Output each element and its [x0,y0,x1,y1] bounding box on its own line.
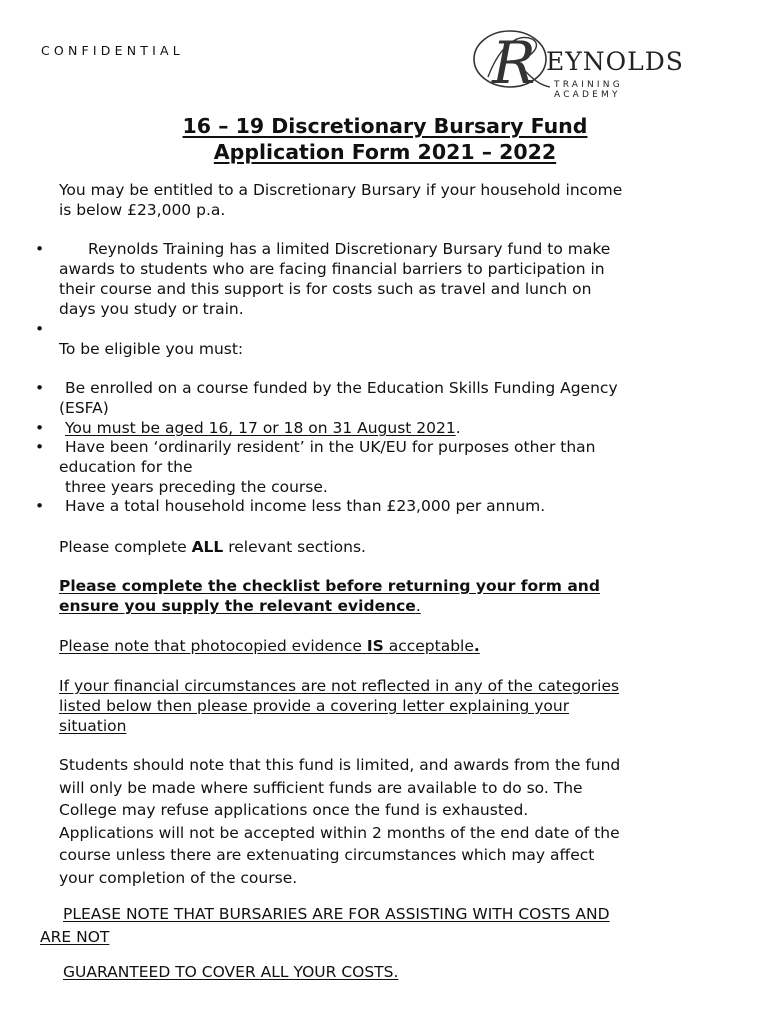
logo-text: EYNOLDS [546,47,684,76]
bullet-icon: • [35,320,45,338]
criterion-age: You must be aged 16, 17 or 18 on 31 August 2021. [65,419,461,437]
bullet-icon: • [35,379,45,397]
notice-line2: ARE NOT [40,928,110,946]
notice-line1: PLEASE NOTE THAT BURSARIES ARE FOR ASSISTING WITH COSTS AND [63,905,610,923]
notice-line3: GUARANTEED TO COVER ALL YOUR COSTS. [63,963,399,981]
bullet-icon: • [35,438,45,456]
fund-paragraph: Reynolds Training has a limited Discretionary Bursary fund to make awards to students who are facing financial barriers to participation in their course and this support is for costs such as travel and lunch on days you study or train. [59,240,611,318]
eligible-heading: To be eligible you must: [59,340,244,358]
bullet-icon: • [35,419,45,437]
logo-subtitle: TRAINING ACADEMY [554,80,623,100]
form-title-line1: 16 – 19 Discretionary Bursary Fund [182,114,588,138]
form-title-line2: Application Form 2021 – 2022 [213,140,557,164]
students-paragraph: Students should note that this fund is limited, and awards from the fund will only be made where sufficient funds are available to do so. The College may refuse applications once the fund is exhausted. Applications will not be accepted within 2 months of the end date of the course unless there are extenuating circumstances which may affect your completion of the course. [59,756,621,887]
logo-mark: R [492,29,536,97]
bullet-icon: • [35,497,45,515]
complete-all-note: Please complete ALL relevant sections. [59,538,366,556]
reynolds-logo [470,25,695,100]
criterion-residence: Have been ‘ordinarily resident’ in the UK/EU for purposes other than education for the three years preceding the course. [59,438,596,496]
criterion-course: Be enrolled on a course funded by the Education Skills Funding Agency (ESFA) [59,379,618,417]
criterion-income: Have a total household income less than £23,000 per annum. [65,497,546,515]
circumstances-note: If your financial circumstances are not reflected in any of the categories listed below then please provide a covering letter explaining your situation [59,677,620,735]
intro-paragraph: You may be entitled to a Discretionary Bursary if your household income is below £23,000 p.a. [59,181,623,219]
photocopy-note: Please note that photocopied evidence IS acceptable. [59,637,480,655]
confidential-label: CONFIDENTIAL [41,43,184,58]
bullet-icon: • [35,240,45,258]
checklist-note: Please complete the checklist before returning your form and ensure you supply the relevant evidence. [59,577,600,615]
